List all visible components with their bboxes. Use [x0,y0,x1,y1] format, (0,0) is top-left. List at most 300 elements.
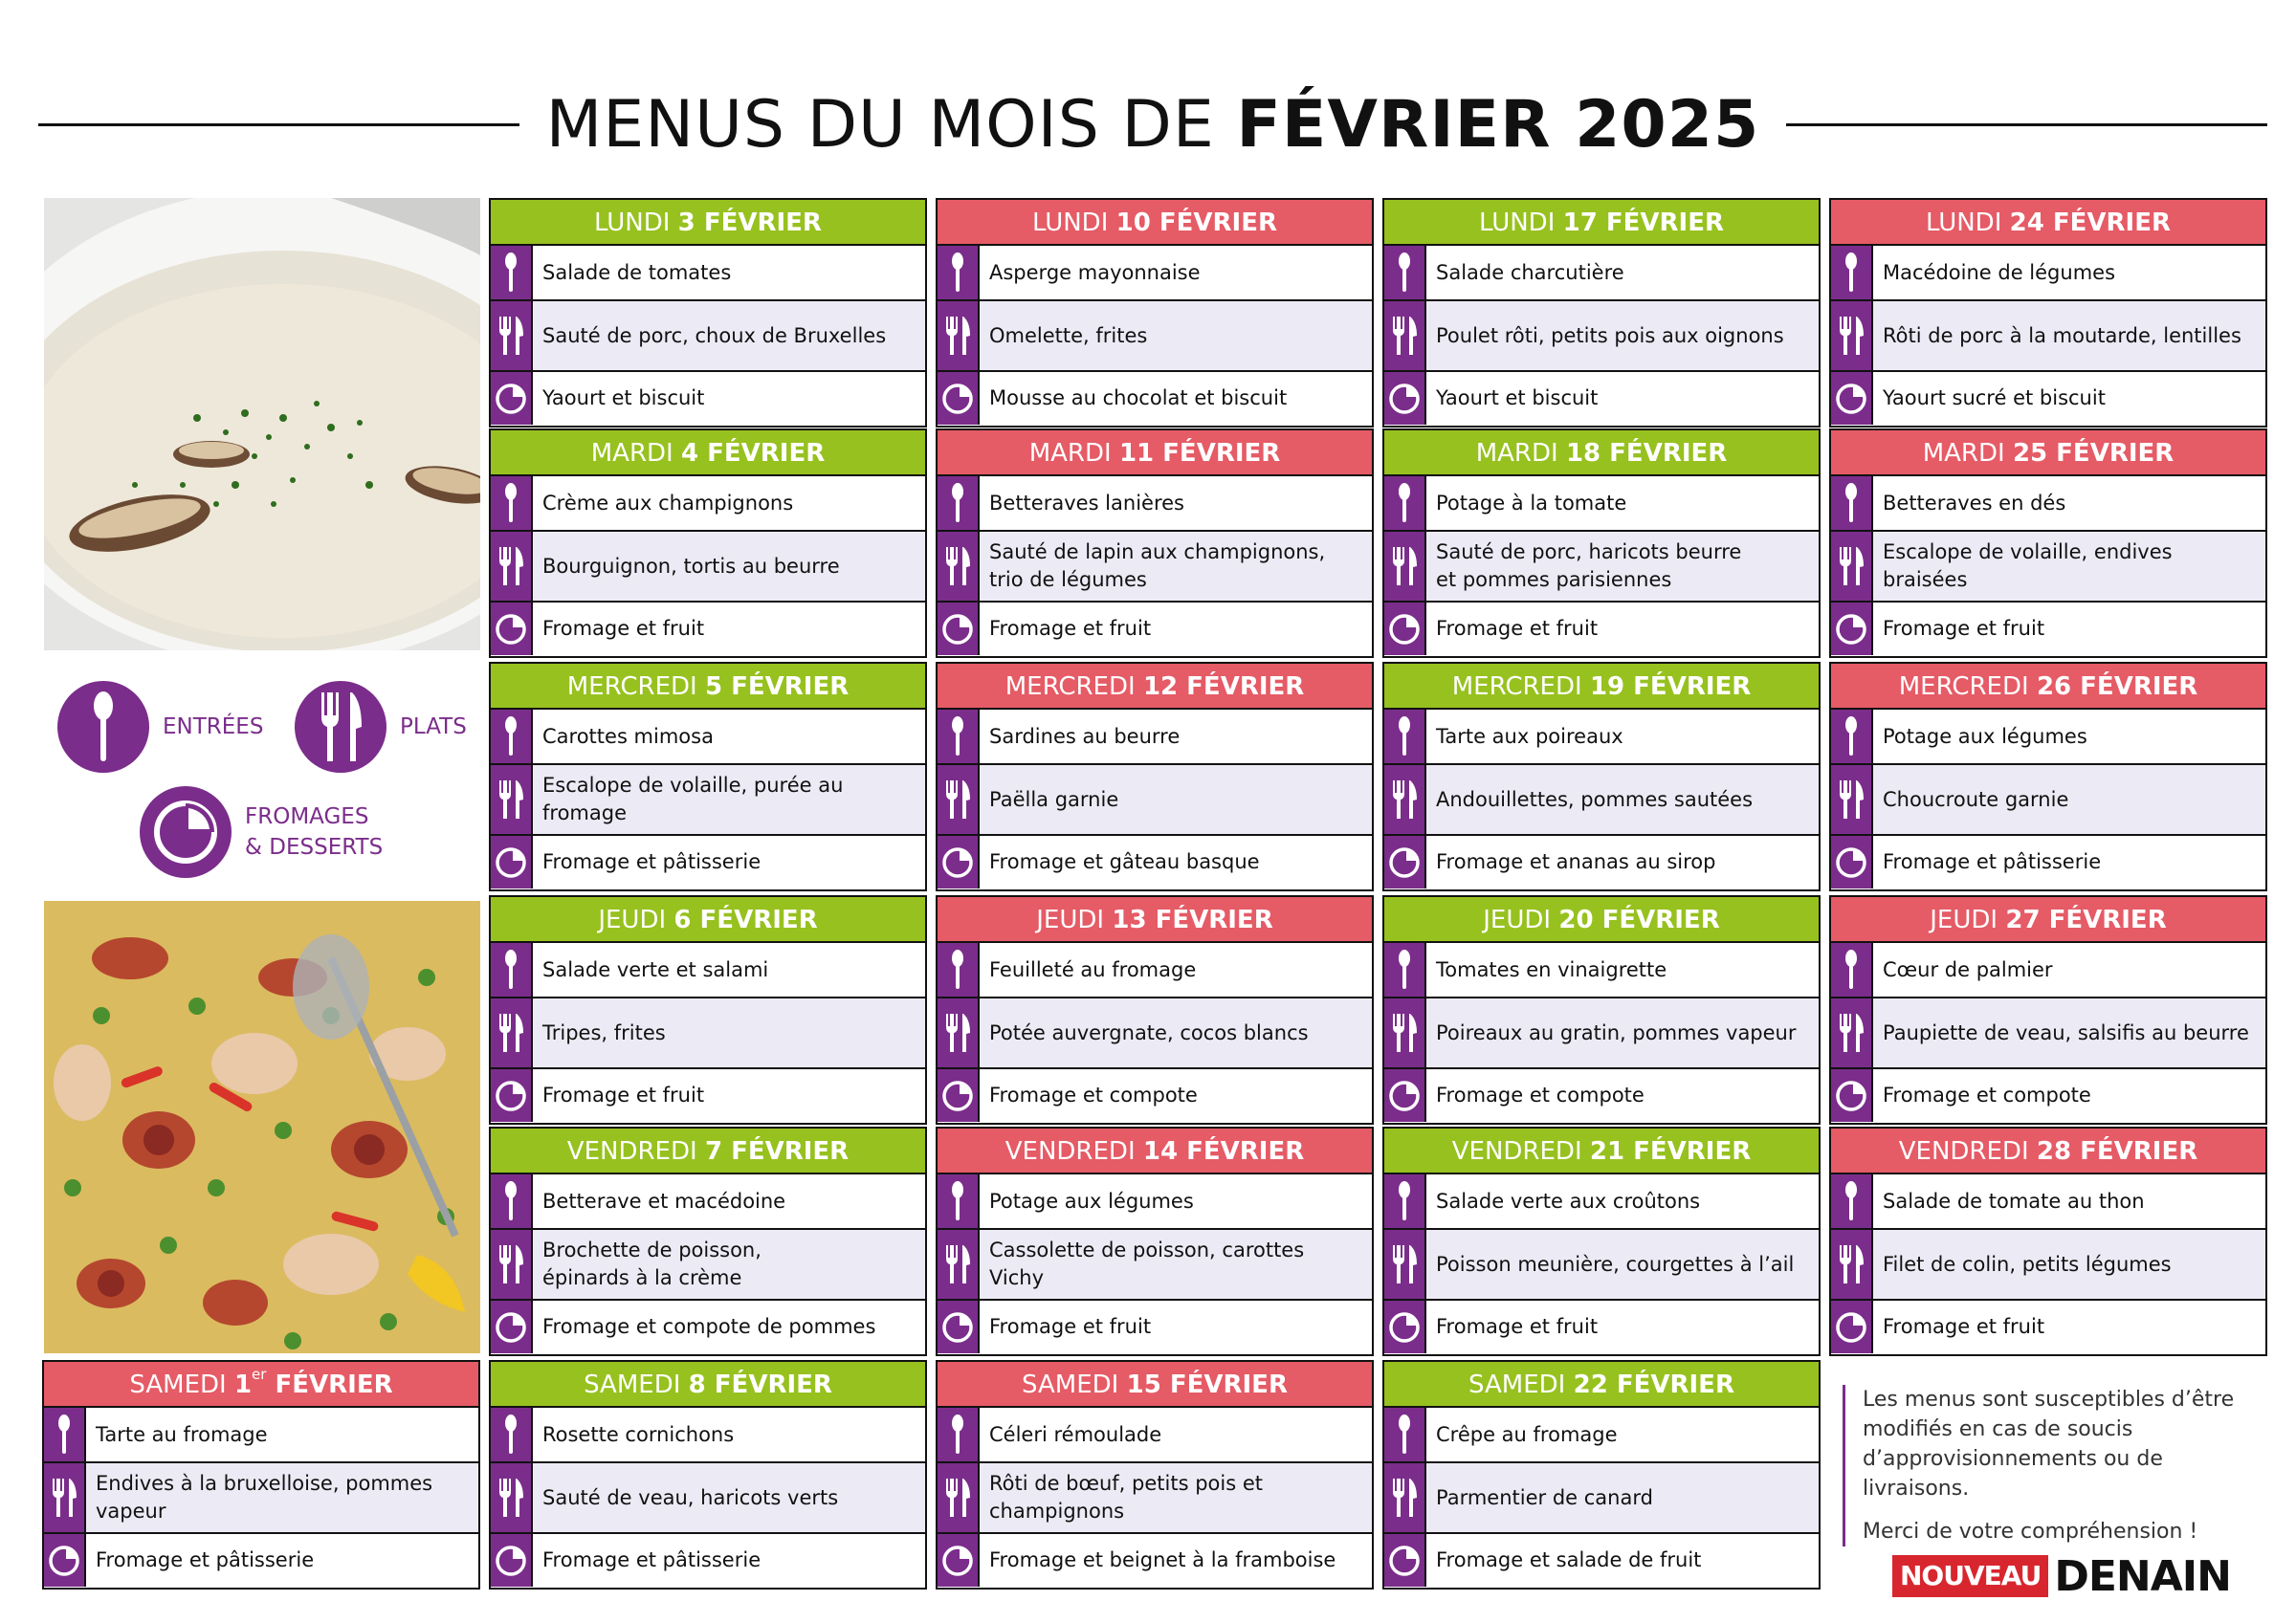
plat-text: Cassolette de poisson, carottes Vichy [980,1230,1372,1299]
entree-row [1831,476,2265,532]
spoon-icon [938,710,980,763]
fork-knife-icon [491,532,533,601]
page-title [519,87,1787,163]
menu-card-lundi-10 [936,198,1374,428]
day-header [491,1362,925,1408]
day-header [44,1362,478,1408]
cheese-pie-icon [491,372,533,425]
dessert-text: Fromage et pâtisserie [542,850,762,873]
soup-photo [44,198,480,650]
entree-text: Crêpe au fromage [1436,1422,1618,1446]
plat-row [1384,1230,1819,1301]
entree-row [1831,1174,2265,1230]
entree-row [938,1174,1372,1230]
dessert-row [1831,1301,2265,1353]
plat-row [44,1463,478,1534]
day-date: 19 FÉVRIER [1589,672,1752,701]
spoon-icon [1384,1174,1426,1228]
day-name: SAMEDI [1468,1371,1566,1399]
spoon-icon [1831,246,1873,299]
entree-row [491,1408,925,1463]
dessert-row [938,603,1372,655]
day-header [1384,1362,1819,1408]
dessert-row [938,1534,1372,1587]
dessert-row [938,1301,1372,1353]
day-name: MERCREDI [1898,672,2029,701]
plat-text: Potée auvergnate, cocos blancs [980,998,1372,1067]
fork-knife-icon [1384,998,1426,1067]
plat-row [1384,998,1819,1069]
plat-row [1831,1230,2265,1301]
entree-row [491,476,925,532]
entree-text: Salade charcutière [1436,260,1624,284]
plat-row [491,998,925,1069]
day-header [1831,897,2265,943]
menu-card-samedi-22 [1382,1360,1821,1590]
spoon-icon [1384,943,1426,997]
thanks-text: Merci de votre compréhension ! [1863,1520,2198,1544]
spoon-icon [491,476,533,530]
dessert-text: Fromage et fruit [542,617,705,640]
fork-knife-icon [1831,998,1873,1067]
spoon-icon [938,1174,980,1228]
spoon-icon [938,246,980,299]
cheese-pie-icon [1384,372,1426,425]
legend-entrees-label: ENTRÉES [163,714,264,739]
dessert-text: Fromage et compote de pommes [542,1315,876,1338]
dessert-text: Fromage et fruit [989,617,1152,640]
fork-knife-icon [938,532,980,601]
entree-row [491,246,925,301]
dessert-row [1831,836,2265,888]
entree-text: Crème aux champignons [542,491,794,515]
day-header [1831,664,2265,710]
plat-row [1384,765,1819,836]
day-header [938,897,1372,943]
plat-row [1831,765,2265,836]
day-name: MARDI [1028,439,1112,468]
day-date: 6 FÉVRIER [673,906,818,934]
entree-text: Potage aux légumes [989,1189,1194,1213]
menu-card-samedi-1 [42,1360,480,1590]
plat-text: Sauté de lapin aux champignons, trio de légumes [980,532,1372,601]
dessert-row [44,1534,478,1587]
dessert-text: Fromage et pâtisserie [96,1548,315,1571]
day-date: 5 FÉVRIER [704,672,850,701]
plat-text: Brochette de poisson, épinards à la crème [533,1230,925,1299]
dessert-text: Fromage et fruit [542,1084,705,1107]
plat-row [491,301,925,372]
entree-text: Carottes mimosa [542,724,714,748]
entree-text: Salade de tomates [542,260,732,284]
cheese-pie-icon [1384,1069,1426,1122]
entree-text: Rosette cornichons [542,1422,735,1446]
day-date: 24 FÉVRIER [2009,208,2171,237]
plat-text: Bourguignon, tortis au beurre [533,532,925,601]
day-date: 3 FÉVRIER [677,208,822,237]
spoon-icon [44,1408,86,1461]
plat-text: Rôti de porc à la moutarde, lentilles [1873,301,2265,370]
day-name: SAMEDI [1022,1371,1119,1399]
fork-knife-icon [1384,765,1426,834]
spoon-icon [1384,476,1426,530]
menu-card-mercredi-26 [1829,662,2267,891]
day-name: JEUDI [1483,906,1552,934]
legend-plats-label: PLATS [400,714,467,739]
plat-row [938,998,1372,1069]
day-date: 12 FÉVRIER [1142,672,1305,701]
spoon-icon [1831,476,1873,530]
day-header [491,664,925,710]
fork-knife-icon [1831,765,1873,834]
entree-row [1831,943,2265,998]
cheese-pie-icon [491,1534,533,1587]
entree-text: Betterave et macédoine [542,1189,786,1213]
cheese-pie-icon [1831,836,1873,888]
cheese-pie-icon [1831,1301,1873,1353]
date-rest: FÉVRIER [266,1371,393,1399]
dessert-text: Fromage et compote [1883,1084,2091,1107]
entree-row [491,1174,925,1230]
spoon-icon [491,943,533,997]
plat-row [938,301,1372,372]
dessert-row [491,603,925,655]
dessert-row [491,836,925,888]
logo-denain: DENAIN [2054,1551,2231,1601]
fork-knife-icon [1831,1230,1873,1299]
entree-text: Potage aux légumes [1883,724,2087,748]
menu-card-jeudi-6 [489,895,927,1125]
entree-text: Betteraves lanières [989,491,1184,515]
fork-knife-icon [938,1463,980,1532]
legend-desserts-label: FROMAGES & DESSERTS [245,804,384,860]
plat-text: Sauté de porc, choux de Bruxelles [533,301,925,370]
day-header [491,430,925,476]
day-name: JEUDI [1930,906,1998,934]
day-header [491,200,925,246]
menu-card-mardi-11 [936,428,1374,658]
day-date: 18 FÉVRIER [1565,439,1728,468]
cheese-pie-icon [491,603,533,655]
day-name: LUNDI [1479,208,1556,237]
dessert-row [491,372,925,425]
day-date: 28 FÉVRIER [2036,1137,2198,1166]
dessert-text: Fromage et compote [1436,1084,1645,1107]
entree-row [491,710,925,765]
day-header [938,664,1372,710]
dessert-row [938,836,1372,888]
spoon-icon [1831,1174,1873,1228]
fork-knife-icon [1384,532,1426,601]
dessert-text: Fromage et pâtisserie [542,1548,762,1571]
menu-card-lundi-3 [489,198,927,428]
cheese-pie-icon [1384,1534,1426,1587]
entree-row [1831,710,2265,765]
entree-row [938,943,1372,998]
spoon-icon [1384,1408,1426,1461]
menu-card-vendredi-7 [489,1127,927,1356]
day-name: JEUDI [598,906,667,934]
dessert-row [938,372,1372,425]
day-name: VENDREDI [566,1137,697,1166]
day-name: VENDREDI [1004,1137,1136,1166]
dessert-row [1384,603,1819,655]
dessert-text: Fromage et salade de fruit [1436,1548,1702,1571]
title-rule-right [1786,123,2267,126]
spoon-icon [1384,246,1426,299]
entree-row [1384,1174,1819,1230]
day-date: 10 FÉVRIER [1115,208,1277,237]
menu-card-mardi-4 [489,428,927,658]
spoon-icon [938,476,980,530]
fork-knife-icon [491,998,533,1067]
plat-text: Sauté de porc, haricots beurre et pommes parisiennes [1426,532,1819,601]
dessert-text: Yaourt et biscuit [542,386,705,409]
dessert-text: Yaourt et biscuit [1436,386,1599,409]
plat-text: Omelette, frites [980,301,1372,370]
plat-text: Sauté de veau, haricots verts [533,1463,925,1532]
day-header [1831,430,2265,476]
dessert-text: Yaourt sucré et biscuit [1883,386,2106,409]
legend-plats [295,681,467,773]
day-name: MERCREDI [1004,672,1136,701]
day-header [1384,430,1819,476]
menu-card-vendredi-14 [936,1127,1374,1356]
dessert-text: Fromage et ananas au sirop [1436,850,1716,873]
fork-knife-icon [938,765,980,834]
spoon-icon [938,943,980,997]
dessert-row [938,1069,1372,1122]
day-name: LUNDI [1032,208,1109,237]
day-name: JEUDI [1036,906,1105,934]
fork-knife-icon [491,301,533,370]
entree-row [938,1408,1372,1463]
plat-row [938,1463,1372,1534]
entree-text: Macédoine de légumes [1883,260,2116,284]
day-header [938,1129,1372,1174]
dessert-row [491,1534,925,1587]
entree-text: Salade verte et salami [542,957,769,981]
day-name: SAMEDI [129,1371,227,1399]
legend-cheese-pie-icon [140,786,232,878]
menu-card-jeudi-13 [936,895,1374,1125]
entree-row [1384,476,1819,532]
day-name: MERCREDI [1451,672,1582,701]
day-header [938,200,1372,246]
menu-card-samedi-8 [489,1360,927,1590]
cheese-pie-icon [938,603,980,655]
dessert-row [1831,372,2265,425]
entree-text: Betteraves en dés [1883,491,2066,515]
cheese-pie-icon [491,1301,533,1353]
cheese-pie-icon [491,1069,533,1122]
cheese-pie-icon [938,1534,980,1587]
cheese-pie-icon [1831,603,1873,655]
dessert-row [491,1301,925,1353]
spoon-icon [491,246,533,299]
plat-row [491,765,925,836]
day-name: LUNDI [594,208,671,237]
day-date: 7 FÉVRIER [704,1137,850,1166]
plat-text: Parmentier de canard [1426,1463,1819,1532]
title-light: MENUS DU MOIS DE [545,86,1237,163]
dessert-row [1384,1069,1819,1122]
plat-row [938,532,1372,603]
legend-fork-knife-icon [295,681,386,773]
day-header [1384,664,1819,710]
menu-card-jeudi-20 [1382,895,1821,1125]
day-header [1831,1129,2265,1174]
day-header [1384,897,1819,943]
dessert-text: Fromage et fruit [989,1315,1152,1338]
day-header [1384,1129,1819,1174]
entree-text: Tomates en vinaigrette [1436,957,1667,981]
cheese-pie-icon [44,1534,86,1587]
cheese-pie-icon [1384,836,1426,888]
disclaimer-text: Les menus sont susceptibles d’être modifiés en cas de soucis d’approvisionnements ou de livraisons. [1863,1388,2235,1501]
soup-illustration [44,198,480,650]
menu-card-lundi-24 [1829,198,2267,428]
entree-text: Cœur de palmier [1883,957,2053,981]
dessert-text: Fromage et beignet à la framboise [989,1548,1336,1571]
menu-card-mercredi-12 [936,662,1374,891]
plat-text: Escalope de volaille, purée au fromage [533,765,925,834]
dessert-row [1831,603,2265,655]
menu-card-lundi-17 [1382,198,1821,428]
menu-card-vendredi-28 [1829,1127,2267,1356]
day-name: MARDI [1922,439,2005,468]
plat-text: Rôti de bœuf, petits pois et champignons [980,1463,1372,1532]
dessert-text: Fromage et pâtisserie [1883,850,2102,873]
cheese-pie-icon [938,836,980,888]
disclaimer-note [1843,1385,2263,1546]
spoon-icon [1384,710,1426,763]
plat-row [938,1230,1372,1301]
plat-row [1384,532,1819,603]
spoon-icon [491,1174,533,1228]
plat-text: Andouillettes, pommes sautées [1426,765,1819,834]
entree-text: Feuilleté au fromage [989,957,1197,981]
paella-photo [44,901,480,1353]
fork-knife-icon [938,301,980,370]
entree-text: Asperge mayonnaise [989,260,1201,284]
fork-knife-icon [1384,1463,1426,1532]
menu-card-jeudi-27 [1829,895,2267,1125]
day-date: 20 FÉVRIER [1558,906,1720,934]
dessert-row [1384,1534,1819,1587]
day-date: 14 FÉVRIER [1142,1137,1305,1166]
menu-card-mercredi-19 [1382,662,1821,891]
logo-nouveau: NOUVEAU [1892,1555,2048,1597]
day-date: 25 FÉVRIER [2012,439,2175,468]
plat-text: Filet de colin, petits légumes [1873,1230,2265,1299]
day-date: 8 FÉVRIER [688,1371,832,1399]
entree-row [938,710,1372,765]
dessert-text: Mousse au chocolat et biscuit [989,386,1288,409]
plat-row [1831,532,2265,603]
day-date: 1 [233,1371,253,1399]
fork-knife-icon [491,765,533,834]
fork-knife-icon [1384,301,1426,370]
fork-knife-icon [938,1230,980,1299]
entree-row [938,476,1372,532]
day-header [491,897,925,943]
day-name: LUNDI [1926,208,2002,237]
spoon-icon [938,1408,980,1461]
menu-card-samedi-15 [936,1360,1374,1590]
day-date: 15 FÉVRIER [1126,1371,1288,1399]
fork-knife-icon [44,1463,86,1532]
entree-text: Salade verte aux croûtons [1436,1189,1701,1213]
cheese-pie-icon [1384,1301,1426,1353]
entree-row [44,1408,478,1463]
dessert-row [491,1069,925,1122]
day-name: MARDI [590,439,673,468]
dessert-text: Fromage et fruit [1883,1315,2045,1338]
day-date: 27 FÉVRIER [2005,906,2167,934]
plat-row [1831,998,2265,1069]
plat-text: Poulet rôti, petits pois aux oignons [1426,301,1819,370]
plat-row [491,1463,925,1534]
fork-knife-icon [1831,532,1873,601]
dessert-text: Fromage et fruit [1436,1315,1599,1338]
day-header [491,1129,925,1174]
legend-entrees [57,681,263,773]
spoon-icon [1831,710,1873,763]
entree-text: Potage à la tomate [1436,491,1627,515]
menu-card-mardi-25 [1829,428,2267,658]
spoon-icon [1831,943,1873,997]
plat-row [491,1230,925,1301]
entree-text: Salade de tomate au thon [1883,1189,2145,1213]
legend-spoon-icon [57,681,149,773]
plat-text: Paëlla garnie [980,765,1372,834]
fork-knife-icon [491,1230,533,1299]
day-date: 17 FÉVRIER [1562,208,1724,237]
entree-row [1384,246,1819,301]
day-name: VENDREDI [1451,1137,1582,1166]
plat-row [938,765,1372,836]
entree-row [491,943,925,998]
plat-text: Tripes, frites [533,998,925,1067]
entree-text: Tarte aux poireaux [1436,724,1623,748]
dessert-row [1831,1069,2265,1122]
day-name: VENDREDI [1898,1137,2029,1166]
plat-text: Endives à la bruxelloise, pommes vapeur [86,1463,478,1532]
plat-row [1384,301,1819,372]
entree-row [1384,943,1819,998]
title-row [38,81,2267,167]
day-header [938,1362,1372,1408]
title-bold: FÉVRIER 2025 [1236,86,1760,163]
day-header [938,430,1372,476]
day-name: SAMEDI [584,1371,681,1399]
entree-text: Sardines au beurre [989,724,1181,748]
entree-row [1384,710,1819,765]
spoon-icon [491,1408,533,1461]
plat-text: Escalope de volaille, endives braisées [1873,532,2265,601]
entree-row [1384,1408,1819,1463]
legend-desserts [140,786,383,878]
day-name: MARDI [1475,439,1558,468]
plat-row [491,532,925,603]
entree-text: Tarte au fromage [96,1422,268,1446]
cheese-pie-icon [938,1069,980,1122]
fork-knife-icon [938,998,980,1067]
entree-row [1831,246,2265,301]
cheese-pie-icon [1384,603,1426,655]
cheese-pie-icon [938,1301,980,1353]
